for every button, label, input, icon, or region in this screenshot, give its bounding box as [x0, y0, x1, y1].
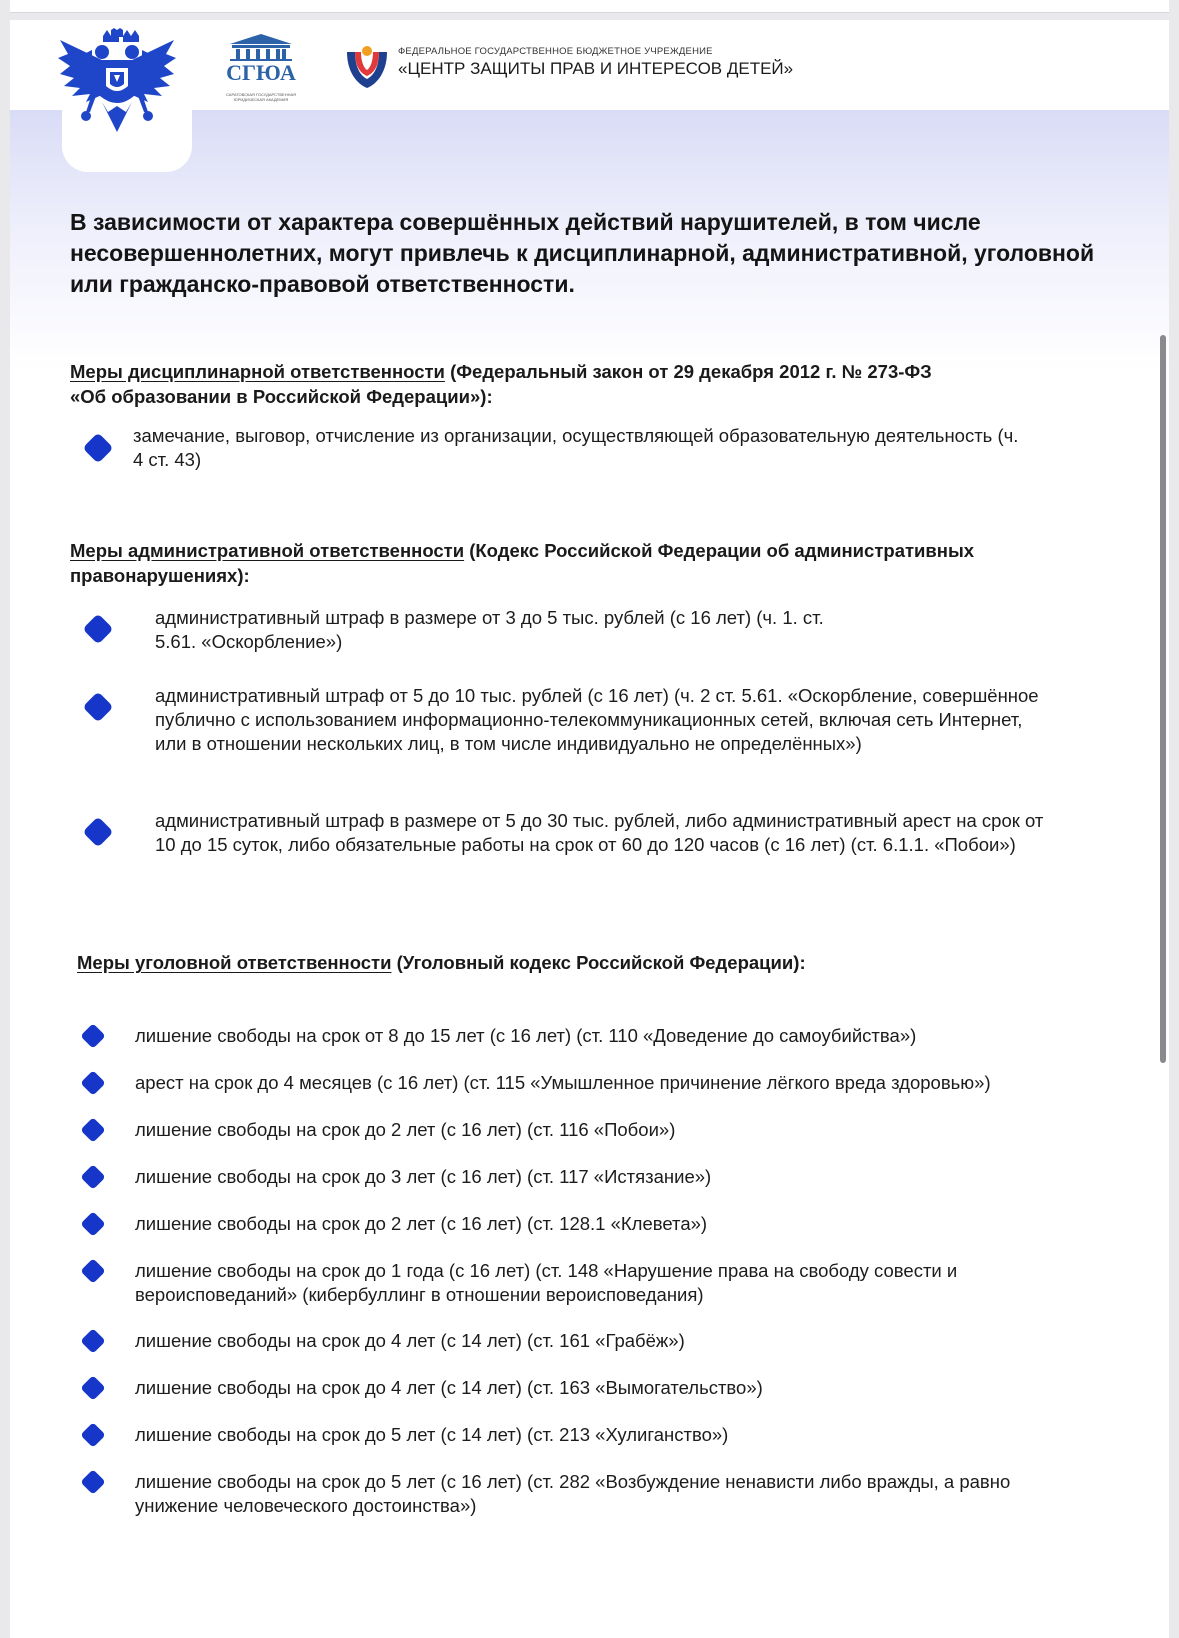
diamond-bullet-icon: [79, 610, 117, 648]
list-item: лишение свободы на срок до 1 года (с 16 лет) (ст. 148 «Нарушение права на свободу совести и вероисповеданий» (кибербуллинг в отношении вероисповедания): [135, 1260, 958, 1305]
list-item: административный штраф в размере от 5 до 30 тыс. рублей, либо административный арест на срок от 10 до 15 суток, либо обязательные работы на срок от 60 до 120 часов (с 16 лет) (ст. 6.1.1. «Побои»): [155, 810, 1044, 855]
section-title-administrative: [70, 538, 1090, 588]
document-page: [10, 20, 1169, 1638]
list-item: лишение свободы на срок до 5 лет (с 14 лет) (ст. 213 «Хулиганство»): [135, 1424, 729, 1445]
sgua-logo-text: СГЮА: [226, 60, 296, 85]
diamond-bullet-icon: [77, 1114, 109, 1146]
section-title-underlined: Меры уголовной ответственности: [77, 952, 392, 973]
diamond-bullet-icon: [77, 1020, 109, 1052]
diamond-bullet-icon: [77, 1325, 109, 1357]
section-title-rest: (Уголовный кодекс Российской Федерации):: [391, 952, 806, 973]
center-logo-icon: [343, 42, 391, 90]
center-org-type: ФЕДЕРАЛЬНОЕ ГОСУДАРСТВЕННОЕ БЮДЖЕТНОЕ УЧРЕЖДЕНИЕ: [398, 46, 713, 57]
diamond-bullet-icon: [77, 1419, 109, 1451]
vertical-scrollbar[interactable]: [1160, 335, 1166, 1063]
previous-page-edge: [10, 0, 1169, 13]
list-item: арест на срок до 4 месяцев (с 16 лет) (ст. 115 «Умышленное причинение лёгкого вреда здоровью»): [135, 1072, 991, 1093]
section-title-rest: (Кодекс Российской Федерации об административных правонарушениях):: [70, 540, 975, 586]
section-title-disciplinary: [70, 359, 950, 409]
diamond-bullet-icon: [79, 813, 117, 851]
building-icon: [220, 32, 302, 62]
section-title-underlined: Меры административной ответственности: [70, 540, 465, 561]
diamond-bullet-icon: [77, 1067, 109, 1099]
main-heading: В зависимости от характера совершённых действий нарушителей, в том числе несовершеннолетних, могут привлечь к дисциплинарной, административной, уголовной или гражданско-правовой ответственности.: [70, 209, 1095, 297]
list-item: лишение свободы на срок до 3 лет (с 16 лет) (ст. 117 «Истязание»): [135, 1166, 712, 1187]
list-item: административный штраф от 5 до 10 тыс. рублей (с 16 лет) (ч. 2 ст. 5.61. «Оскорбление, совершённое публично с использованием информационно-телекоммуникационных сетей, включая сеть Интернет, или в отношении нескольких лиц, в том числе индивидуально не определённых»): [155, 685, 1039, 754]
list-item: лишение свободы на срок до 2 лет (с 16 лет) (ст. 116 «Побои»): [135, 1119, 676, 1140]
diamond-bullet-icon: [77, 1208, 109, 1240]
diamond-bullet-icon: [77, 1161, 109, 1193]
section-title-underlined: Меры дисциплинарной ответственности: [70, 361, 445, 382]
list-item: замечание, выговор, отчисление из организации, осуществляющей образовательную деятельность (ч. 4 ст. 43): [133, 425, 1019, 470]
center-org-name: «ЦЕНТР ЗАЩИТЫ ПРАВ И ИНТЕРЕСОВ ДЕТЕЙ»: [398, 59, 794, 78]
sgua-logo: [220, 32, 302, 112]
section-title-criminal: [77, 950, 1077, 975]
list-item: лишение свободы на срок от 8 до 15 лет (с 16 лет) (ст. 110 «Доведение до самоубийства»): [135, 1025, 917, 1046]
list-item: лишение свободы на срок до 4 лет (с 14 лет) (ст. 163 «Вымогательство»): [135, 1377, 763, 1398]
diamond-bullet-icon: [79, 429, 117, 467]
diamond-bullet-icon: [77, 1255, 109, 1287]
diamond-bullet-icon: [79, 688, 117, 726]
section-title-rest: (Федеральный закон от 29 декабря 2012 г. № 273-ФЗ «Об образовании в Российской Федерации»):: [70, 361, 932, 407]
diamond-bullet-icon: [77, 1372, 109, 1404]
sgua-logo-subtext: САРАТОВСКАЯ ГОСУДАРСТВЕННАЯ ЮРИДИЧЕСКАЯ АКАДЕМИЯ: [225, 92, 297, 102]
eagle-emblem-icon: [56, 28, 178, 138]
diamond-bullet-icon: [77, 1466, 109, 1498]
list-item: административный штраф в размере от 3 до 5 тыс. рублей (с 16 лет) (ч. 1. ст. 5.61. «Оскорбление»): [155, 607, 824, 652]
list-item: лишение свободы на срок до 4 лет (с 14 лет) (ст. 161 «Грабёж»): [135, 1330, 685, 1351]
list-item: лишение свободы на срок до 2 лет (с 16 лет) (ст. 128.1 «Клевета»): [135, 1213, 708, 1234]
list-item: лишение свободы на срок до 5 лет (с 16 лет) (ст. 282 «Возбуждение ненависти либо вражды, а равно унижение человеческого достоинства»): [135, 1471, 1011, 1516]
